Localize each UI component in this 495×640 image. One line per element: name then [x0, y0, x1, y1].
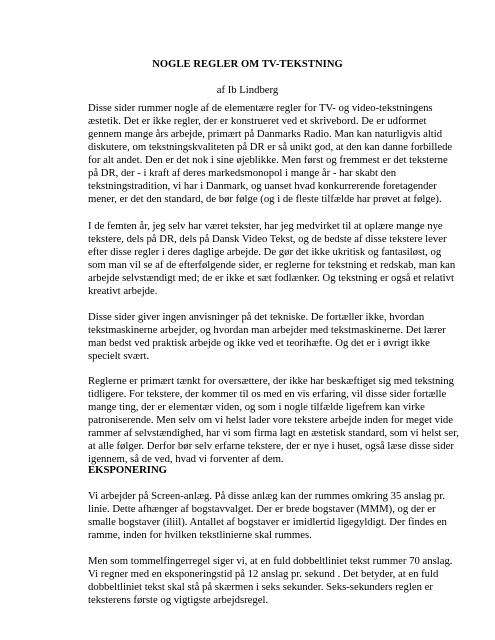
- text-line: arbejde selvstændigt med; de er ikke et sæt fodlænker. Og tekstning er også et relativt: [88, 272, 454, 284]
- text-line: tidligere. For tekstere, der kommer til os med en vis erfaring, vil disse sider fortælle: [88, 388, 447, 400]
- text-line: Men som tommelfingerregel siger vi, at en fuld dobbeltliniet tekst rummer 70 anslag.: [88, 555, 453, 567]
- text-line: Disse sider rummer nogle af de elementære regler for TV- og video-tekstningens: [88, 102, 433, 114]
- text-line: gennem mange års arbejde, primært på Danmarks Radio. Man kan naturligvis altid: [88, 128, 443, 140]
- text-line: mange ting, der er elementær viden, og som i nogle tilfælde ligefrem kan virke: [88, 401, 425, 413]
- text-line: rammer af selvstændighed, har vi som firma lagt en æstetisk standard, som vi helst ser,: [88, 427, 459, 439]
- text-line: I de femten år, jeg selv har været tekster, har jeg medvirket til at oplære mange nye: [88, 220, 443, 232]
- paragraph-experience: [88, 220, 456, 298]
- text-line: man bedst ved praktisk arbejde og ikke ved et teorihæfte. Og det er i øvrigt ikke: [88, 337, 430, 349]
- text-line: æstetik. Det er ikke regler, der er konstrueret ved et skrivebord. De er udformet: [88, 115, 427, 127]
- text-line: mener, er det den standard, de bør følge (og i de fleste tilfælde har prøvet at følge).: [88, 193, 442, 205]
- text-line: tekstere, dels på DR, dels på Dansk Video Tekst, og de bedste af disse tekstere lever: [88, 233, 447, 245]
- text-line: diskutere, om tekstningskvaliteten på DR er så unikt god, at den kan danne forbillede: [88, 141, 453, 153]
- text-line: Vi regner med en eksponeringstid på 12 anslag pr. sekund . Det betyder, at en fuld: [88, 568, 439, 580]
- text-line: for alt andet. Den er det nok i sine øjeblikke. Men først og fremmest er det teksterne: [88, 154, 448, 166]
- text-line: ramme, inden for hvilken tekstlinierne skal rummes.: [88, 529, 312, 541]
- paragraph-rule-of-thumb: [88, 555, 453, 607]
- text-line: tekstningstradition, vi har i Danmark, og uanset hvad konkurrerende foretagender: [88, 180, 437, 192]
- text-line: på DR, der - i kraft af deres markedsmonopol i mange år - har skabt den: [88, 167, 397, 179]
- text-line: at alle følger. Derfor bør selv erfarne tekstere, der er nye i huset, også læse disse sider: [88, 440, 454, 452]
- paragraph-technical: [88, 311, 446, 363]
- paragraph-intro: [88, 102, 453, 206]
- text-line: patroniserende. Men selv om vi helst lader vore tekstere arbejde inden for meget vide: [88, 414, 454, 426]
- document-title: NOGLE REGLER OM TV-TEKSTNING: [152, 59, 343, 70]
- paragraph-audience: [88, 375, 459, 466]
- text-line: specielt svært.: [88, 350, 150, 362]
- paragraph-screen: [88, 490, 447, 542]
- text-line: smalle bogstaver (iliil). Antallet af bogstaver er imidlertid ligegyldigt. Der findes en: [88, 516, 447, 528]
- section-heading: EKSPONERING: [88, 464, 167, 476]
- text-line: tekstmaskinerne arbejder, og hvordan man arbejder med tekstmaskinerne. Det lærer: [88, 324, 446, 336]
- text-line: som man vil se af de efterfølgende sider, er reglerne for tekstning et redskab, man kan: [88, 259, 456, 271]
- text-line: linie. Dette afhænger af bogstavvalget. Der er brede bogstaver (MMM), og der er: [88, 503, 436, 515]
- text-line: Reglerne er primært tænkt for oversættere, der ikke har beskæftiget sig med tekstning: [88, 375, 454, 387]
- document-byline: af Ib Lindberg: [216, 84, 279, 96]
- text-line: Vi arbejder på Screen-anlæg. På disse anlæg kan der rummes omkring 35 anslag pr.: [88, 490, 446, 502]
- text-line: kreativt arbejde.: [88, 285, 158, 297]
- text-line: igennem, så de ved, hvad vi forventer af dem.: [88, 453, 284, 465]
- text-line: efter disse regler i deres daglige arbejde. De gør det ikke ukritisk og fantasiløst, og: [88, 246, 442, 258]
- text-line: Disse sider giver ingen anvisninger på det tekniske. De fortæller ikke, hvordan: [88, 311, 425, 323]
- text-line: dobbeltliniet tekst skal stå på skærmen i seks sekunder. Seks-sekunders reglen er: [88, 581, 433, 593]
- text-line: teksterens første og vigtigste arbejdsregel.: [88, 594, 269, 606]
